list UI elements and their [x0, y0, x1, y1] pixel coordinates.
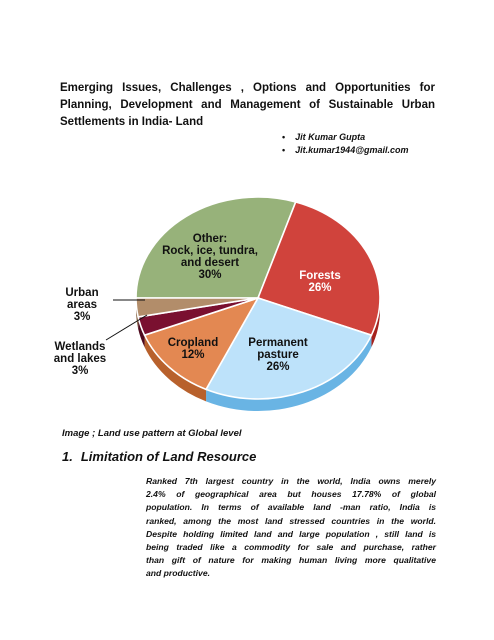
title-line: Planning, Development and Management of Sustainable Urban — [60, 99, 435, 111]
author-email: • Jit.kumar1944@gmail.com — [282, 144, 408, 157]
pie-category-label: Urban — [65, 287, 99, 299]
pie-value-label: 26% — [308, 282, 332, 294]
section-title: Limitation of Land Resource — [80, 449, 257, 464]
pie-category-label: areas — [66, 299, 98, 311]
pie-value-label: 26% — [266, 361, 290, 373]
body-line: 2.4% of geographical area but houses 17.78% of global — [146, 489, 436, 500]
pie-category-label: pasture — [257, 349, 299, 361]
figure-caption: Image ; Land use pattern at Global level — [62, 428, 242, 439]
body-line: population. In terms of available land -man ratio, India is — [146, 502, 436, 513]
section-number: 1. — [62, 449, 73, 464]
body-paragraph — [146, 475, 436, 581]
body-line: than gift of nature for making human living more qualitative — [146, 555, 436, 566]
pie-category-label: and desert — [180, 257, 240, 269]
pie-category-label: Permanent — [248, 337, 308, 349]
pie-value-label: 3% — [73, 311, 91, 323]
body-line: being traded like a commodity for sale and purchase, rather — [146, 542, 436, 553]
author-name: • Jit Kumar Gupta — [282, 131, 408, 144]
body-line: ranked, among the most land stressed countries in the world. — [146, 515, 436, 526]
title-line: Settlements in India- Land — [60, 116, 204, 128]
pie-category-label: and lakes — [53, 353, 107, 365]
pie-value-label: 12% — [181, 349, 205, 361]
pie-category-label: Other: — [192, 233, 228, 245]
pie-value-label: 3% — [71, 365, 89, 377]
section-heading — [62, 449, 256, 464]
body-line: Despite holding limited land and large population , still land is — [146, 528, 436, 539]
pie-category-label: Wetlands — [54, 341, 106, 353]
pie-category-label: Forests — [299, 270, 341, 282]
pie-category-label: Rock, ice, tundra, — [162, 245, 258, 257]
title-line: Emerging Issues, Challenges , Options and Opportunities for — [60, 82, 435, 94]
pie-value-label: 30% — [198, 269, 222, 281]
pie-category-label: Cropland — [167, 337, 219, 349]
body-line: Ranked 7th largest country in the world, India owns merely — [146, 476, 436, 486]
body-line: and productive. — [146, 568, 210, 579]
